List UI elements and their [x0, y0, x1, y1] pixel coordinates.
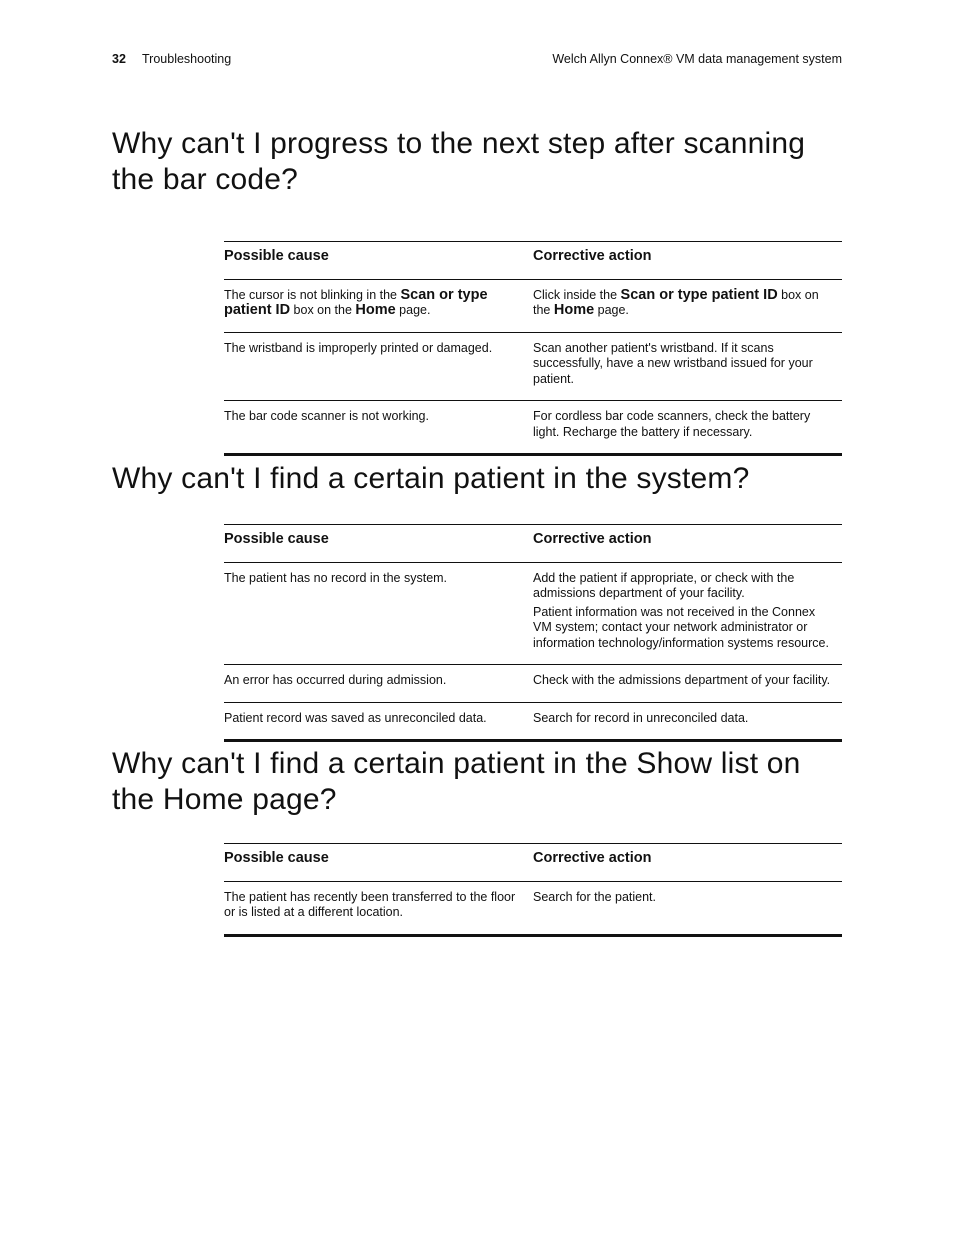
- table-header-row: [224, 525, 842, 563]
- table-header-row: [224, 844, 842, 882]
- page-header: [112, 50, 842, 68]
- cause-cell: The patient has no record in the system.: [224, 570, 448, 585]
- ui-term-home: Home: [553, 302, 595, 318]
- action-paragraph: Add the patient if appropriate, or check with the admissions department of your facility.: [533, 570, 795, 600]
- table-row: [224, 881, 842, 935]
- cause-text: page.: [395, 303, 431, 317]
- table-header-row: [224, 242, 842, 280]
- section-heading-barcode: Why can't I progress to the next step after scanning the bar code?: [112, 127, 806, 196]
- troubleshooting-table-patient-search: [224, 524, 842, 742]
- column-header-action: Corrective action: [533, 531, 652, 547]
- action-text: page.: [594, 303, 629, 317]
- action-cell: Search for the patient.: [533, 889, 656, 904]
- cause-cell: An error has occurred during admission.: [224, 673, 447, 687]
- running-section-title: Troubleshooting: [142, 52, 232, 66]
- column-header-cause: Possible cause: [224, 850, 329, 866]
- table-row: [224, 665, 842, 703]
- action-cell: [533, 279, 842, 332]
- cause-cell: [224, 279, 533, 332]
- column-header-action: Corrective action: [533, 850, 652, 866]
- action-cell: Scan another patient's wristband. If it scans successfully, have a new wristband issued for your patient.: [533, 340, 813, 386]
- column-header-action: Corrective action: [533, 248, 652, 264]
- cause-cell: Patient record was saved as unreconciled data.: [224, 710, 487, 725]
- action-text: Click inside the: [533, 287, 621, 302]
- table-row: [224, 279, 842, 332]
- section-heading-show-list: Why can't I find a certain patient in the Show list on the Home page?: [112, 747, 801, 816]
- troubleshooting-table-show-list: [224, 843, 842, 937]
- ui-term-home: Home: [355, 302, 396, 318]
- cause-text: The cursor is not blinking in the: [224, 287, 401, 302]
- table-row: [224, 562, 842, 665]
- cause-cell: The bar code scanner is not working.: [224, 409, 429, 423]
- action-cell: Search for record in unreconciled data.: [533, 710, 749, 725]
- ui-term-scan-field: Scan or type patient ID: [620, 286, 778, 303]
- cause-cell: The patient has recently been transferred to the floor or is listed at a different location.: [224, 889, 516, 919]
- table-row: [224, 332, 842, 401]
- action-cell: For cordless bar code scanners, check the battery light. Recharge the battery if necessary.: [533, 409, 811, 439]
- action-paragraph: Patient information was not received in the Connex VM system; contact your network administrator or information technology/information systems resource.: [533, 604, 829, 650]
- ui-term-scan-field: Scan or type patient ID: [224, 286, 488, 318]
- cause-text: box on the: [290, 303, 356, 317]
- cause-cell: The wristband is improperly printed or damaged.: [224, 340, 493, 355]
- page-number: 32: [112, 52, 126, 66]
- troubleshooting-table-barcode: [224, 241, 842, 456]
- table-row: [224, 401, 842, 455]
- column-header-cause: Possible cause: [224, 531, 329, 547]
- table-row: [224, 702, 842, 741]
- action-text: box on the: [533, 287, 819, 317]
- action-cell: Check with the admissions department of your facility.: [533, 673, 831, 687]
- section-heading-patient-search: Why can't I find a certain patient in the system?: [112, 462, 750, 495]
- column-header-cause: Possible cause: [224, 248, 329, 264]
- running-document-title: Welch Allyn Connex® VM data management system: [552, 52, 842, 66]
- action-cell: [533, 562, 842, 665]
